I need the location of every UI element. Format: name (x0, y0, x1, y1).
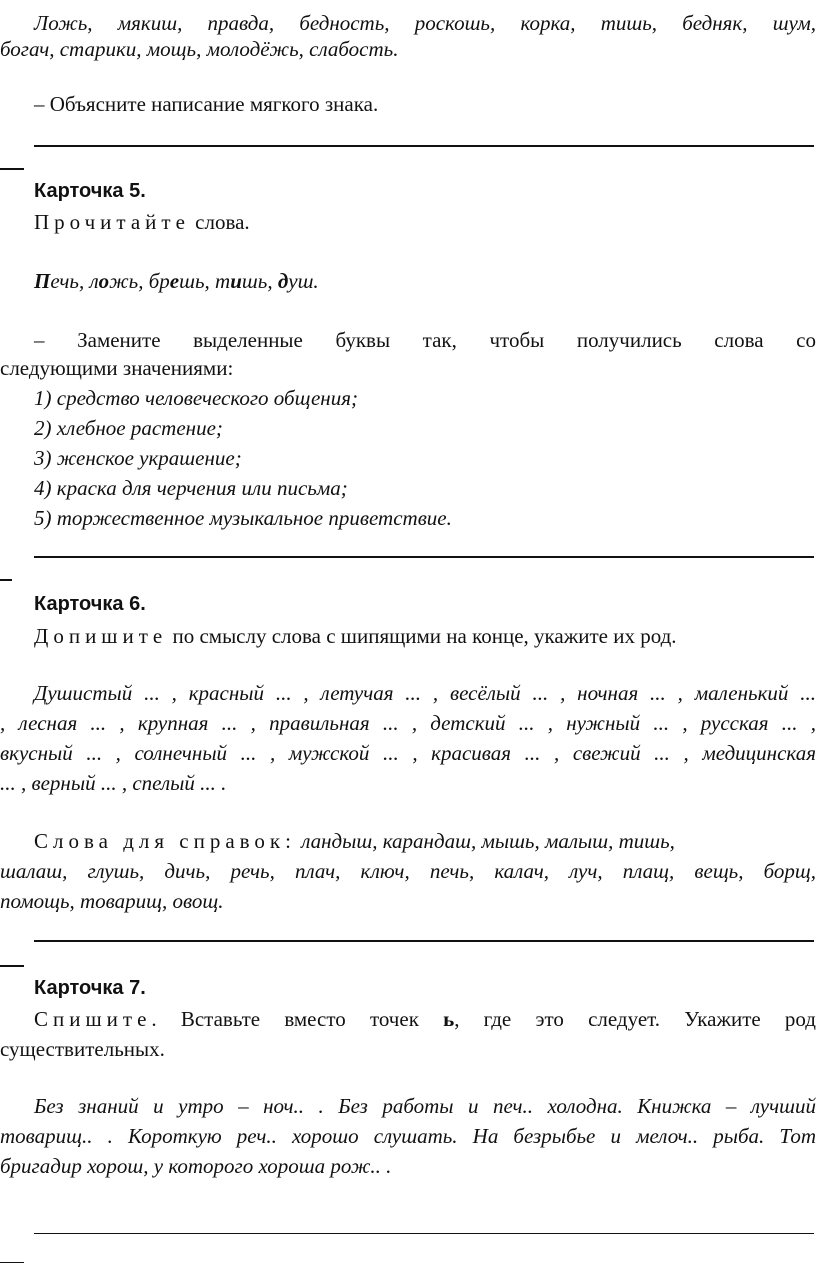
card6-verb: Допишите (34, 624, 168, 648)
card5-task-line-1: – Замените выделенные буквы так, чтобы получились слова со (34, 328, 816, 352)
card5-item-2: 2) хлебное растение; (34, 416, 223, 440)
card5-item-4: 4) краска для черчения или письма; (34, 476, 348, 500)
word-2: ложь, (89, 269, 149, 293)
card6-reference-line-2: шалаш, глушь, дичь, речь, плач, ключ, печь, калач, луч, плащ, вещь, борщ, (0, 859, 816, 883)
answer-rule-tail (0, 965, 24, 967)
intro-words-line-1: Ложь, мякиш, правда, бедность, роскошь, корка, тишь, бедняк, шум, (34, 11, 816, 35)
card5-verb: Прочитайте (34, 210, 190, 234)
card7-heading: Карточка 7. (34, 977, 146, 999)
card5-verb-tail: слова. (189, 210, 250, 234)
answer-rule (34, 145, 814, 147)
answer-rule-tail (0, 1262, 24, 1263)
card7-instruction-line-2: существительных. (0, 1037, 165, 1061)
card5-item-3: 3) женское украшение; (34, 446, 242, 470)
answer-rule (34, 940, 814, 942)
card6-reference-line-1 (0, 828, 816, 854)
card5-instruction (0, 209, 816, 235)
intro-task: – Объясните написание мягкого знака. (34, 92, 379, 116)
card7-instruction: Спишите. Вставьте вместо точек ь, где это следует. Укажите род (34, 1007, 816, 1031)
card6-exercise-line-1: Душистый ... , красный ... , летучая ... , весёлый ... , ночная ... , маленький ... (34, 681, 816, 705)
card6-reference-label: Слова для справок: (34, 829, 296, 853)
intro-words-line-2: богач, старики, мощь, молодёжь, слабость. (0, 37, 399, 61)
answer-rule (34, 556, 814, 558)
word-4: тишь, (215, 269, 278, 293)
card7-verb: Спишите (34, 1007, 152, 1031)
card6-exercise-line-3: вкусный ... , солнечный ... , мужской ... , красивая ... , свежий ... , медицинская (0, 741, 816, 765)
card5-task-line-2: следующими значениями: (0, 356, 234, 380)
card7-exercise-line-3: бригадир хорош, у которого хороша рож.. . (0, 1154, 392, 1178)
card6-exercise-line-2: , лесная ... , крупная ... , правильная ... , детский ... , нужный ... , русская ... , (0, 711, 816, 735)
word-1: Печь, (34, 269, 90, 293)
card6-reference-words: ландыш, карандаш, мышь, малыш, тишь, (295, 829, 675, 853)
word-3: брешь, (148, 269, 216, 293)
card6-instruction (0, 623, 816, 649)
card6-heading: Карточка 6. (34, 593, 146, 615)
card6-reference-line-3: помощь, товарищ, овощ. (0, 889, 224, 913)
answer-rule-tail (0, 168, 24, 170)
card5-item-5: 5) торжественное музыкальное приветствие. (34, 506, 452, 530)
answer-rule (34, 1233, 814, 1234)
card5-words (0, 268, 816, 294)
card6-verb-tail: по смыслу слова с шипящими на конце, укажите их род. (167, 624, 677, 648)
card7-exercise-line-1: Без знаний и утро – ноч.. . Без работы и печ.. холодна. Книжка – лучший (34, 1094, 816, 1118)
card5-heading: Карточка 5. (34, 180, 146, 202)
card7-exercise-line-2: товарищ.. . Короткую реч.. хорошо слушать. На безрыбье и мелоч.. рыба. Тот (0, 1124, 816, 1148)
card6-exercise-line-4: ... , верный ... , спелый ... . (0, 771, 227, 795)
word-5: душ. (277, 269, 319, 293)
answer-rule-tail (0, 579, 12, 581)
soft-sign: ь (443, 1007, 455, 1031)
card5-item-1: 1) средство человеческого общения; (34, 386, 358, 410)
